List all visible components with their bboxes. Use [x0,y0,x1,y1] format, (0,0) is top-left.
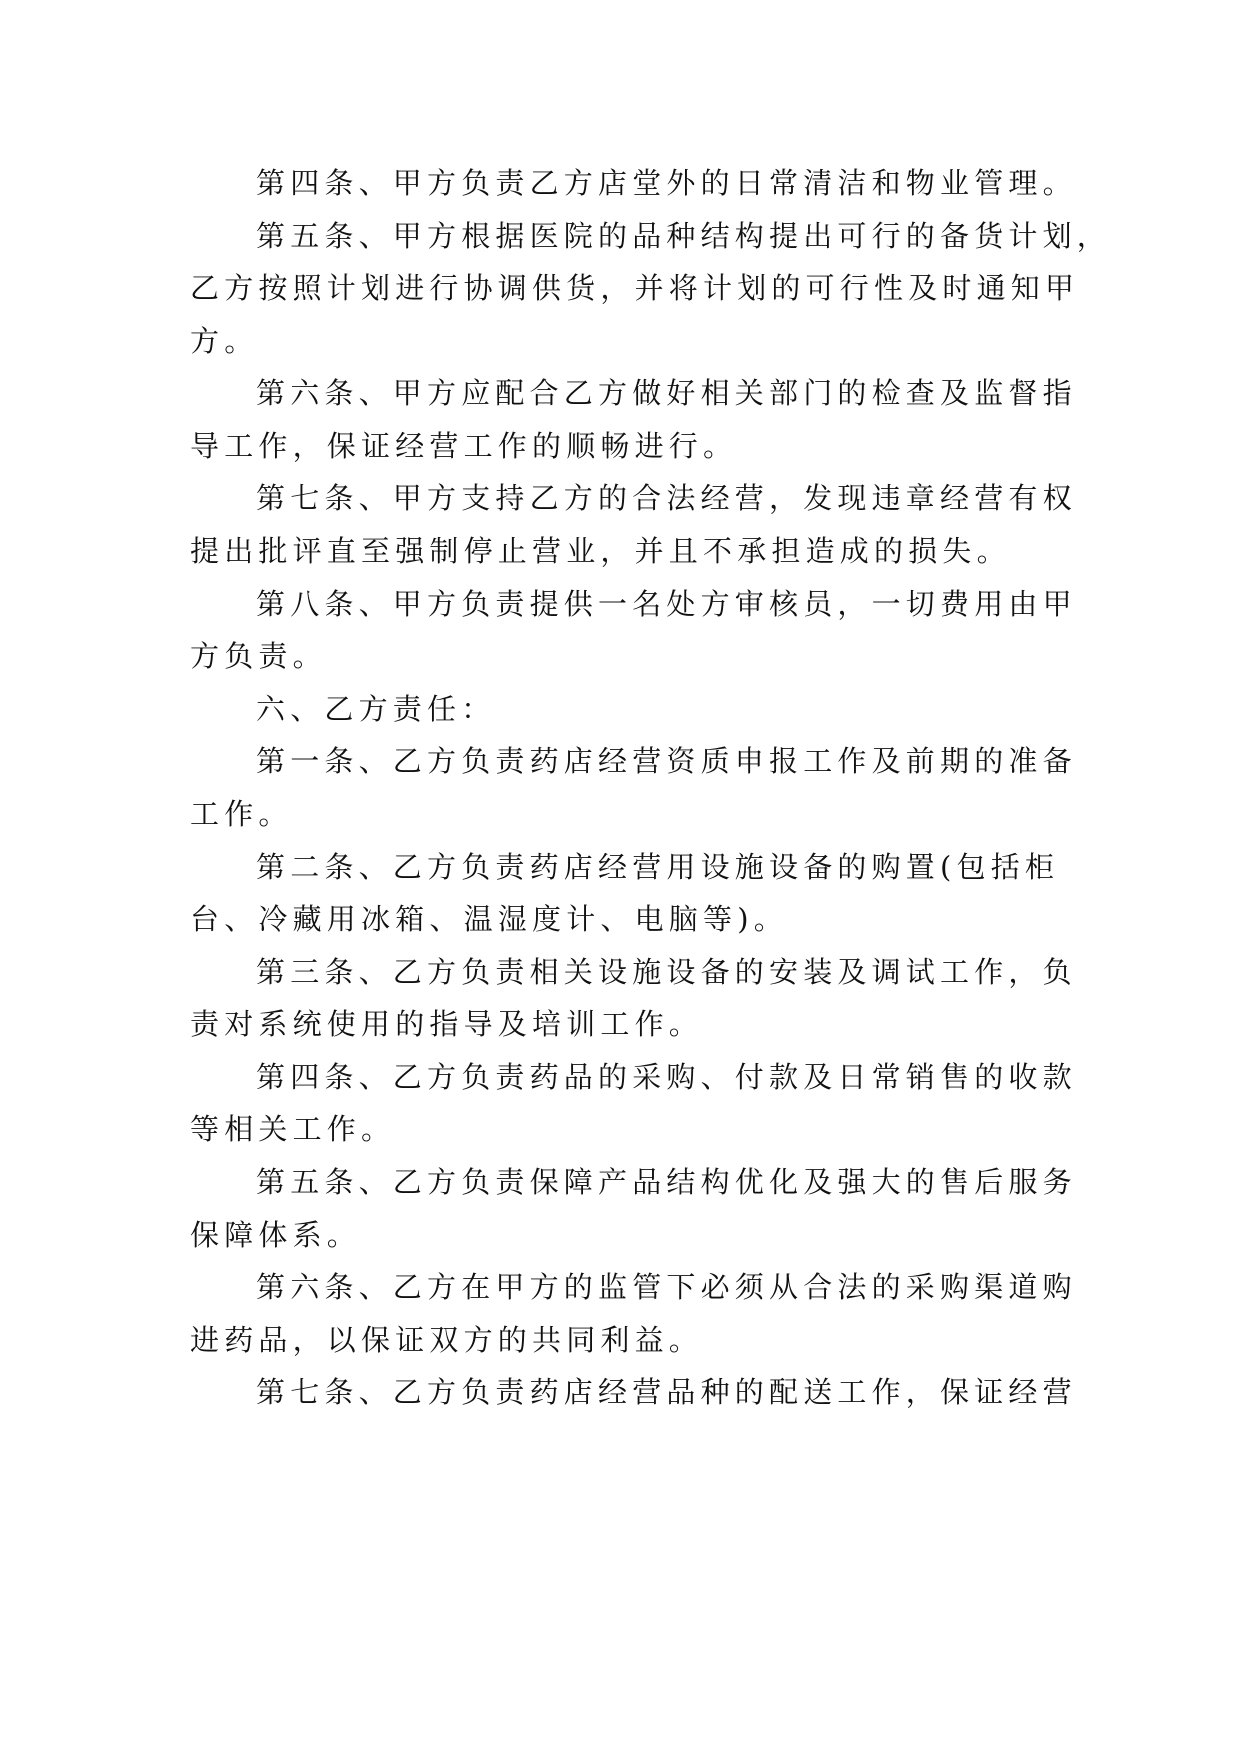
text-line: 第三条、乙方负责相关设施设备的安装及调试工作，负 [256,955,1077,989]
text-line: 进药品，以保证双方的共同利益。 [190,1323,704,1357]
text-line: 第一条、乙方负责药店经营资质申报工作及前期的准备 [256,744,1077,778]
text-line: 台、冷藏用冰箱、温湿度计、电脑等)。 [190,902,788,936]
text-line: 保障体系。 [190,1218,362,1252]
text-line: 第四条、乙方负责药品的采购、付款及日常销售的收款 [256,1060,1077,1094]
text-line: 提出批评直至强制停止营业，并且不承担造成的损失。 [190,534,1011,568]
text-line: 第六条、乙方在甲方的监管下必须从合法的采购渠道购 [256,1270,1077,1304]
text-line: 等相关工作。 [190,1112,396,1146]
text-line: 方负责。 [190,639,327,673]
text-line: 第五条、乙方负责保障产品结构优化及强大的售后服务 [256,1165,1077,1199]
section-heading: 六、乙方责任： [256,692,496,726]
text-line: 第四条、甲方负责乙方店堂外的日常清洁和物业管理。 [256,166,1077,200]
text-line: 第七条、乙方负责药店经营品种的配送工作，保证经营 [256,1375,1077,1409]
text-line: 第五条、甲方根据医院的品种结构提出可行的备货计划， [256,219,1112,253]
text-line: 第二条、乙方负责药店经营用设施设备的购置(包括柜 [256,850,1060,884]
text-line: 乙方按照计划进行协调供货，并将计划的可行性及时通知甲 [190,271,1080,305]
text-line: 工作。 [190,797,293,831]
text-line: 第六条、甲方应配合乙方做好相关部门的检查及监督指 [256,376,1077,410]
text-line: 第七条、甲方支持乙方的合法经营，发现违章经营有权 [256,481,1077,515]
text-line: 方。 [190,324,259,358]
text-line: 导工作，保证经营工作的顺畅进行。 [190,429,738,463]
text-line: 责对系统使用的指导及培训工作。 [190,1007,704,1041]
text-line: 第八条、甲方负责提供一名处方审核员，一切费用由甲 [256,587,1077,621]
